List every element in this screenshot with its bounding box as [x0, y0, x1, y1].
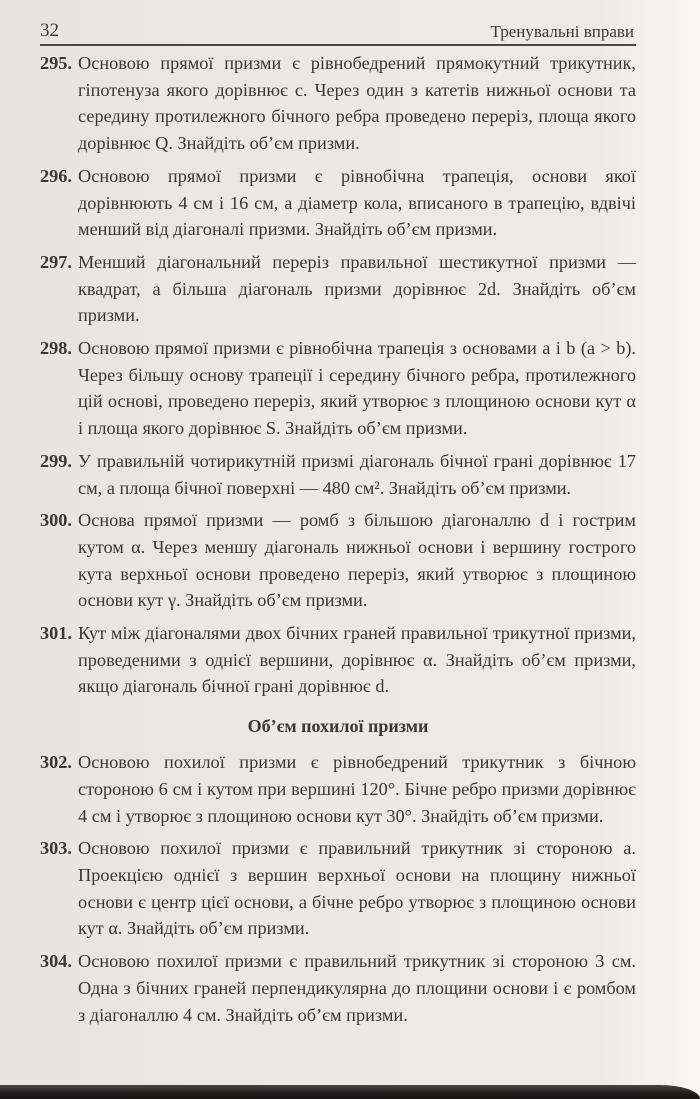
- problem-text: Основою похилої призми є правильний трикутник зі стороною a. Проекцією однієї з вершин верхньої основи на площину нижньої основи є центр цієї основи, а бічне ребро утворює з площиною основи кут α. Знайдіть об’єм призми.: [78, 838, 636, 939]
- problem-number: 304.: [40, 951, 72, 972]
- page-content: [40, 50, 636, 1034]
- running-head: Тренувальні вправи: [490, 22, 634, 41]
- problem-301: [40, 620, 636, 700]
- problem-text: Основа прямої призми — ромб з більшою діагоналлю d і гострим кутом α. Через меншу діагональ нижньої основи і вершину гострого кута верхньої основи проведено переріз, який утворює з площиною основи кут γ. Знайдіть об’єм призми.: [78, 510, 636, 611]
- problem-number: 295.: [40, 53, 72, 73]
- problem-text: Основою прямої призми є рівнобедрений прямокутний трикутник, гіпотенуза якого дорівнює c. Через один з катетів нижньої основи та середину протилежного бічного ребра проведено переріз, площа якого дорівнює Q. Знайдіть об’єм призми.: [78, 53, 636, 154]
- problem-number: 303.: [40, 838, 72, 859]
- problem-295: [40, 50, 636, 157]
- problem-304: [40, 948, 636, 1028]
- problem-number: 299.: [40, 450, 72, 471]
- problem-303: [40, 835, 636, 942]
- problem-text: Менший діагональний переріз правильної шестикутної призми — квадрат, а більша діагональ призми дорівнює 2d. Знайдіть об’єм призми.: [78, 251, 636, 326]
- problem-298: [40, 335, 636, 442]
- problem-299: [40, 448, 636, 501]
- problem-number: 302.: [40, 752, 72, 773]
- problem-number: 298.: [40, 338, 72, 359]
- section-title: Об’єм похилої призми: [247, 716, 429, 737]
- problem-text: Основою похилої призми є рівнобедрений трикутник з бічною стороною 6 см і кутом при вершині 120°. Бічне ребро призми дорівнює 4 см і утворює з площиною основи кут 30°. Знайдіть об’єм призми.: [78, 752, 636, 826]
- problem-text: Кут між діагоналями двох бічних граней правильної трикутної призми, проведеними з однієї вершини, дорівнює α. Знайдіть об’єм призми, якщо діагональ бічної грані дорівнює d.: [78, 623, 636, 697]
- problem-300: [40, 507, 636, 614]
- problem-number: 297.: [40, 251, 72, 272]
- problem-number: 301.: [40, 623, 72, 644]
- page-number: 32: [40, 20, 59, 41]
- problem-number: 296.: [40, 165, 72, 186]
- problem-297: [40, 249, 636, 329]
- problem-302: [40, 749, 636, 829]
- problem-number: 300.: [40, 510, 72, 531]
- page-header: [40, 20, 636, 46]
- problem-296: [40, 163, 636, 243]
- problem-text: У правильній чотирикутній призмі діагональ бічної грані дорівнює 17 см, а площа бічної поверхні — 480 см². Знайдіть об’єм призми.: [78, 450, 636, 498]
- problem-text: Основою прямої призми є рівнобічна трапеція з основами a і b (a > b). Через більшу основу трапеції і середину бічного ребра, протилежного цій основі, проведено переріз, який утворює з площиною основи кут α і площа якого дорівнює S. Знайдіть об’єм призми.: [78, 338, 636, 439]
- problem-text: Основою похилої призми є правильний трикутник зі стороною 3 см. Одна з бічних граней перпендикулярна до площини основи і є ромбом з діагоналлю 4 см. Знайдіть об’єм призми.: [78, 951, 636, 1025]
- page-bottom-edge: [0, 1085, 700, 1099]
- problem-text: Основою прямої призми є рівнобічна трапеція, основи якої дорівнюють 4 см і 16 см, а діаметр кола, вписаного в трапецію, вдвічі менший від діагоналі призми. Знайдіть об’єм призми.: [78, 165, 636, 240]
